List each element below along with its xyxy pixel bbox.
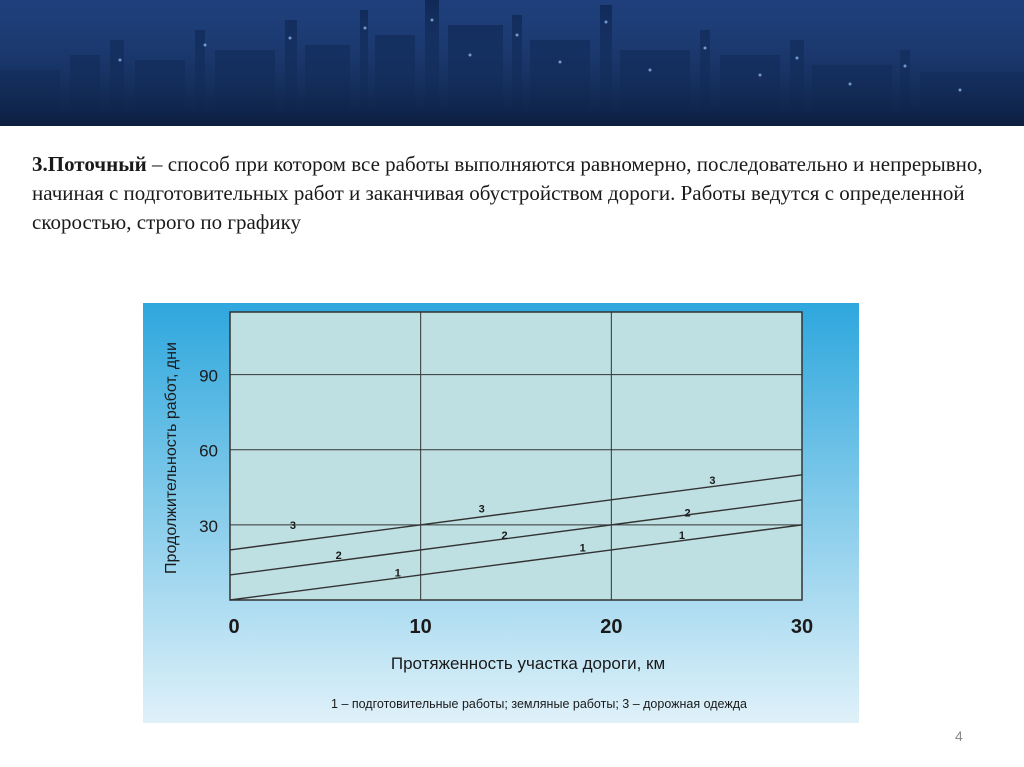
series-label-2: 2 <box>335 549 342 562</box>
series-label-2: 2 <box>684 507 691 520</box>
y-axis-title: Продолжительность работ, дни <box>163 342 180 574</box>
header-banner <box>0 0 1024 126</box>
x-tick-label: 0 <box>228 616 240 638</box>
y-tick-label: 90 <box>199 366 218 386</box>
x-tick-label: 10 <box>409 616 432 638</box>
y-tick-label: 60 <box>199 441 218 461</box>
slide-heading: 3.Поточный <box>32 152 147 176</box>
x-tick-label: 20 <box>600 616 623 638</box>
series-label-1: 1 <box>678 529 685 542</box>
flow-schedule-chart <box>143 303 859 723</box>
x-tick-label: 30 <box>790 616 814 638</box>
series-label-3: 3 <box>709 474 716 487</box>
y-tick-label: 30 <box>199 516 218 536</box>
chart-caption: 1 – подготовительные работы; земляные работы; 3 – дорожная одежда <box>331 697 747 711</box>
slide-text <box>32 150 992 237</box>
city-skyline-graphic <box>0 0 1024 126</box>
flow-schedule-figure <box>143 303 859 723</box>
series-label-1: 1 <box>394 567 401 580</box>
series-label-3: 3 <box>289 519 296 532</box>
x-axis-title: Протяженность участка дороги, км <box>390 654 666 673</box>
page-number: 4 <box>955 728 963 744</box>
slide-description: – способ при котором все работы выполняются равномерно, последовательно и непрерывно, начиная с подготовительных работ и заканчивая обустройством дороги. Работы ведутся с определенной скоростью, строго по графику <box>32 152 983 234</box>
series-label-2: 2 <box>501 529 508 542</box>
series-label-3: 3 <box>478 503 485 516</box>
plot-area <box>230 312 802 600</box>
series-label-1: 1 <box>579 542 586 555</box>
